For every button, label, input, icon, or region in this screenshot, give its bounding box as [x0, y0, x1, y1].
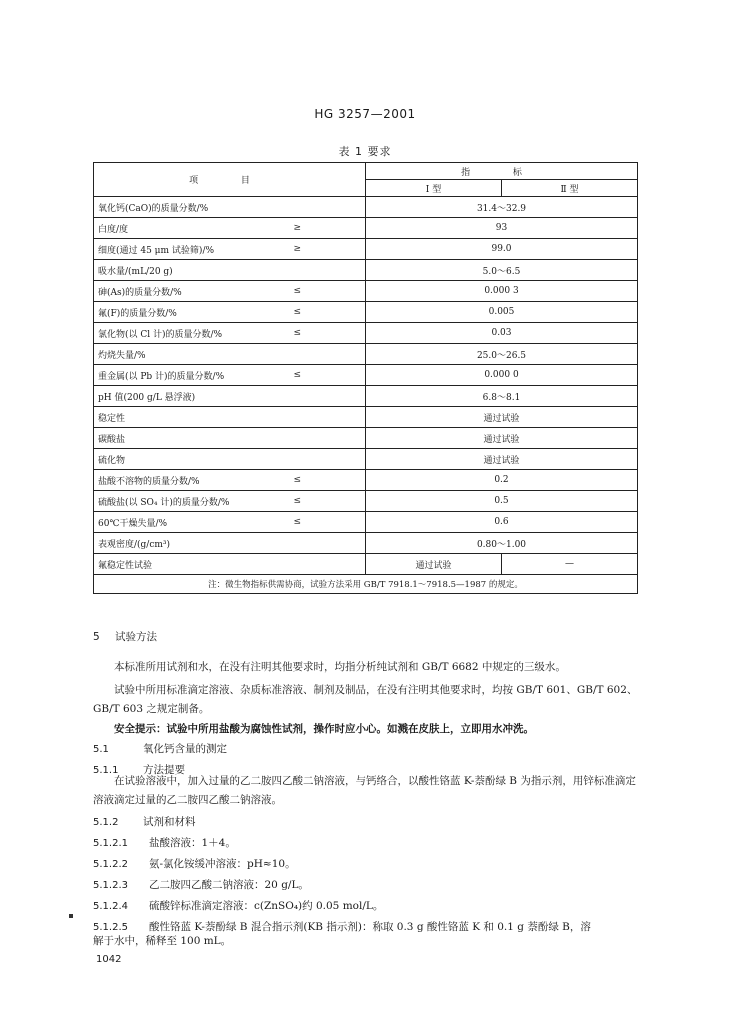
row-comparison-symbol: ≤ — [230, 323, 366, 344]
table-header-row — [94, 163, 638, 180]
table-row — [94, 218, 638, 239]
column-header-type1: Ⅰ 型 — [366, 180, 502, 197]
row-comparison-symbol — [230, 260, 366, 281]
table-row — [94, 197, 638, 218]
paragraph-reagents-water: 本标准所用试剂和水，在没有注明其他要求时，均指分析纯试剂和 GB/T 6682 中规定的三级水。 — [114, 661, 566, 673]
row-type1-value: 通过试验 — [366, 554, 502, 575]
row-item-name: 灼烧失量/% — [94, 344, 230, 365]
row-item-name: 稳定性 — [94, 407, 230, 428]
reagent-item — [93, 919, 591, 934]
section-number: 5.1.2 — [93, 817, 119, 828]
row-comparison-symbol: ≤ — [230, 512, 366, 533]
row-index-value: 31.4～32.9 — [366, 197, 638, 218]
table-row — [94, 260, 638, 281]
reagent-text: 硫酸锌标准滴定溶液：c(ZnSO₄)约 0.05 mol/L。 — [149, 900, 384, 912]
table-row — [94, 323, 638, 344]
section-5-title: 试验方法 — [115, 631, 158, 643]
row-item-name: 氯化物(以 Cl 计)的质量分数/% — [94, 323, 230, 344]
table-row — [94, 491, 638, 512]
table-note-row — [94, 575, 638, 594]
reagent-number: 5.1.2.1 — [93, 838, 128, 849]
column-header-type2: Ⅱ 型 — [502, 180, 638, 197]
section-5-1-2-heading — [93, 814, 196, 829]
section-number: 5.1 — [93, 744, 109, 755]
row-index-value: 0.6 — [366, 512, 638, 533]
reagent-text: 酸性铬蓝 K-萘酚绿 B 混合指示剂(KB 指示剂)：称取 0.3 g 酸性铬蓝 K 和 0.1 g 萘酚绿 B，溶 — [149, 921, 591, 933]
section-title: 氧化钙含量的测定 — [143, 743, 227, 755]
section-title: 试剂和材料 — [143, 816, 196, 828]
reagent-number: 5.1.2.4 — [93, 901, 128, 912]
section-5-number: 5 — [93, 631, 100, 643]
row-comparison-symbol — [230, 428, 366, 449]
table-row — [94, 239, 638, 260]
reagent-text: 氨-氯化铵缓冲溶液：pH≈10。 — [149, 858, 296, 870]
standard-code-header: HG 3257—2001 — [314, 107, 416, 121]
row-comparison-symbol — [230, 197, 366, 218]
row-item-name: 白度/度 — [94, 218, 230, 239]
row-index-value: 5.0～6.5 — [366, 260, 638, 281]
safety-notice: 安全提示：试验中所用盐酸为腐蚀性试剂，操作时应小心。如溅在皮肤上，立即用水冲洗。 — [114, 723, 534, 735]
table-row — [94, 365, 638, 386]
row-comparison-symbol: ≥ — [230, 239, 366, 260]
row-comparison-symbol: ≤ — [230, 281, 366, 302]
row-index-value: 0.03 — [366, 323, 638, 344]
reagent-continuation: 解于水中，稀释至 100 mL。 — [93, 935, 232, 947]
table-row — [94, 554, 638, 575]
table-row — [94, 512, 638, 533]
row-comparison-symbol — [230, 533, 366, 554]
table-row — [94, 344, 638, 365]
column-header-index: 指 标 — [366, 163, 638, 180]
margin-dot — [69, 914, 73, 918]
requirements-table — [93, 162, 638, 594]
reagent-number: 5.1.2.3 — [93, 880, 128, 891]
row-index-value: 0.005 — [366, 302, 638, 323]
section-5-heading — [93, 629, 157, 644]
reagent-text: 乙二胺四乙酸二钠溶液：20 g/L。 — [149, 879, 309, 891]
row-item-name: 60℃干燥失量/% — [94, 512, 230, 533]
table-row — [94, 407, 638, 428]
reagent-item — [93, 856, 296, 871]
row-item-name: 氧化钙(CaO)的质量分数/% — [94, 197, 230, 218]
table-row — [94, 449, 638, 470]
row-item-name: 细度(通过 45 μm 试验筛)/% — [94, 239, 230, 260]
row-comparison-symbol — [230, 386, 366, 407]
row-item-name: 吸水量/(mL/20 g) — [94, 260, 230, 281]
row-comparison-symbol — [230, 449, 366, 470]
table-title: 表 1 要求 — [338, 145, 392, 158]
row-item-name: 盐酸不溶物的质量分数/% — [94, 470, 230, 491]
row-comparison-symbol — [230, 344, 366, 365]
row-index-value: 0.000 0 — [366, 365, 638, 386]
table-row — [94, 428, 638, 449]
section-5-1-heading — [93, 741, 227, 756]
reagent-item — [93, 877, 309, 892]
row-index-value: 0.000 3 — [366, 281, 638, 302]
page-number: 1042 — [96, 954, 122, 965]
table-row — [94, 281, 638, 302]
row-item-name: 硫化物 — [94, 449, 230, 470]
row-item-name: 表观密度/(g/cm³) — [94, 533, 230, 554]
row-index-value: 通过试验 — [366, 407, 638, 428]
reagent-item — [93, 835, 236, 850]
row-item-name: 硫酸盐(以 SO₄ 计)的质量分数/% — [94, 491, 230, 512]
row-index-value: 0.5 — [366, 491, 638, 512]
row-item-name: 砷(As)的质量分数/% — [94, 281, 230, 302]
row-item-name: 重金属(以 Pb 计)的质量分数/% — [94, 365, 230, 386]
row-item-name: 碳酸盐 — [94, 428, 230, 449]
table-row — [94, 470, 638, 491]
section-number: 5.1.1 — [93, 765, 119, 776]
table-row — [94, 386, 638, 407]
row-index-value: 25.0～26.5 — [366, 344, 638, 365]
row-index-value: 99.0 — [366, 239, 638, 260]
paragraph-standard-solutions: 试验中所用标准滴定溶液、杂质标准溶液、制剂及制品，在没有注明其他要求时，均按 GB/T 601、GB/T 602、GB/T 603 之规定制备。 — [93, 684, 638, 715]
reagent-item — [93, 898, 383, 913]
reagent-number: 5.1.2.2 — [93, 859, 128, 870]
row-type2-value: — — [502, 554, 638, 575]
row-comparison-symbol — [230, 407, 366, 428]
table-row — [94, 533, 638, 554]
row-comparison-symbol: ≤ — [230, 302, 366, 323]
row-comparison-symbol: ≥ — [230, 218, 366, 239]
row-index-value: 0.80～1.00 — [366, 533, 638, 554]
table-row — [94, 302, 638, 323]
row-index-value: 93 — [366, 218, 638, 239]
reagent-text: 盐酸溶液：1＋4。 — [149, 837, 236, 849]
column-header-item: 项 目 — [94, 163, 366, 197]
section-title: 方法提要 — [143, 764, 185, 776]
row-index-value: 通过试验 — [366, 449, 638, 470]
method-summary: 在试验溶液中，加入过量的乙二胺四乙酸二钠溶液，与钙络合，以酸性铬蓝 K-萘酚绿 B 为指示剂，用锌标准滴定溶液滴定过量的乙二胺四乙酸二钠溶液。 — [93, 775, 636, 806]
row-index-value: 0.2 — [366, 470, 638, 491]
reagent-number: 5.1.2.5 — [93, 922, 128, 933]
row-comparison-symbol: ≤ — [230, 365, 366, 386]
row-item-name: pH 值(200 g/L 悬浮液) — [94, 386, 230, 407]
row-comparison-symbol: ≤ — [230, 470, 366, 491]
row-item-name: 氟(F)的质量分数/% — [94, 302, 230, 323]
row-comparison-symbol — [230, 554, 366, 575]
table-note: 注：微生物指标供需协商，试验方法采用 GB/T 7918.1～7918.5—1987 的规定。 — [94, 575, 638, 594]
row-index-value: 通过试验 — [366, 428, 638, 449]
row-index-value: 6.8～8.1 — [366, 386, 638, 407]
row-comparison-symbol: ≤ — [230, 491, 366, 512]
row-item-name: 氟稳定性试验 — [94, 554, 230, 575]
